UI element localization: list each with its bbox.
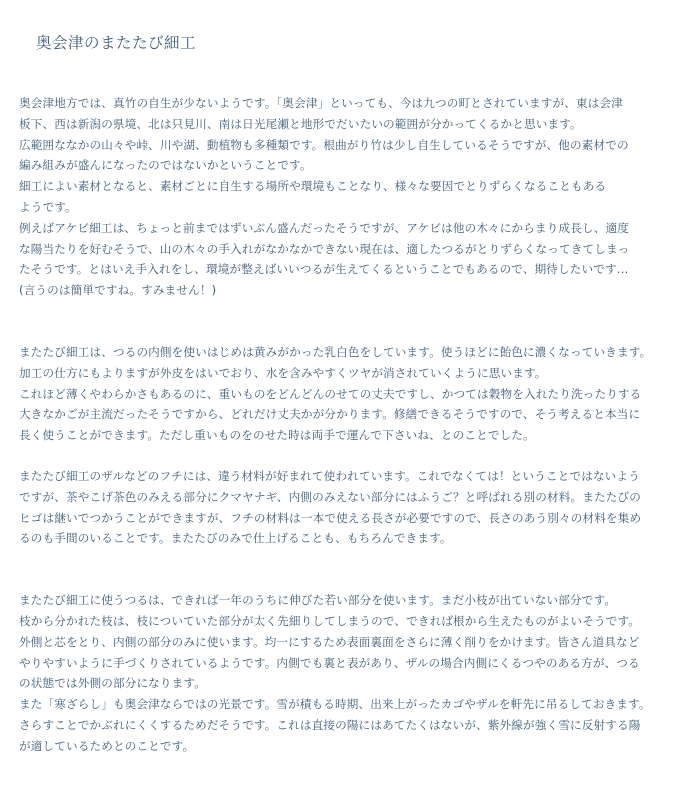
- text-line: るのも手間のいることです。またたびのみで仕上げることも、もちろんできます。: [19, 531, 452, 546]
- text-line: の状態では外側の部分になります。: [19, 676, 206, 691]
- text-line: 例えばアケビ細工は、ちょっと前まではずいぶん盛んだったそうですが、アケビは他の木々にからまり成長し、適度: [19, 220, 629, 235]
- text-line: 板下、西は新潟の県境、北は只見川、南は日光尾瀬と地形でだいたいの範囲が分かってくるかと思います。: [19, 116, 582, 131]
- text-line: ヒゴは継いでつかうことができますが、フチの材料は一本で使える長さが必要ですので、長さのあう別々の材料を集め: [19, 510, 642, 525]
- page-title: 奥会津のまたたび細工: [36, 34, 197, 52]
- text-line: (言うのは簡単ですね。すみません！): [19, 283, 217, 298]
- text-line: ようです。: [19, 199, 77, 214]
- text-line: 外側と芯をとり、内側の部分のみに使います。均一にするため表面裏面をさらに薄く削りをかけます。皆さん道具など: [19, 634, 640, 649]
- text-line: これほど薄くやわらかさもあるのに、重いものをどんどんのせての丈夫ですし、かつては穀物を入れたり洗ったりする: [19, 386, 642, 401]
- text-line: が適しているためとのことです。: [19, 738, 195, 753]
- text-line: 細工によい素材となると、素材ごとに自生する場所や環境もことなり、様々な要因でとりずらくなることもある: [19, 179, 607, 194]
- paragraph-vine-preparation: [19, 590, 695, 756]
- text-line: また「寒ざらし」も奥会津ならではの光景です。雪が積もる時期、出来上がったカゴやザルを軒先に吊るしておきます。: [19, 697, 651, 712]
- text-line: 広範囲ななかの山々や峠、川や湖、動植物も多種類です。根曲がり竹は少し自生しているそうですが、他の素材での: [19, 137, 629, 152]
- paragraph-characteristics: [19, 342, 695, 446]
- text-line: ですが、茶やこげ茶色のみえる部分にクマヤナギ、内側のみえない部分にはふうご？と呼ばれる別の材料。またたびの: [19, 489, 641, 504]
- section-spacer: [19, 549, 695, 590]
- section-spacer: [19, 446, 695, 466]
- text-line: 加工の仕方にもよりますが外皮をはいでおり、水を含みやすくツヤが消されていくように思います。: [19, 365, 547, 380]
- text-line: 長く使うことができます。ただし重いものをのせた時は両手で運んで下さいね、とのことでした。: [19, 428, 535, 443]
- text-line: な陽当たりを好むそうで、山の木々の手入れがなかなかできない現在は、適したつるがとりずらくなってきてしまっ: [19, 241, 630, 256]
- text-line: またたび細工のザルなどのフチには、違う材料が好まれて使われています。これでなくては！ということではないよう: [19, 468, 640, 483]
- text-line: さらすことでかぶれにくくするためだそうです。これは直接の陽にはあてたくはないが、紫外線が強く雪に反射する陽: [19, 717, 641, 732]
- text-line: やりやすいように手づくりされているようです。内側でも裏と表があり、ザルの場合内側にくるつやのある方が、つる: [19, 655, 640, 670]
- article-body: [19, 93, 695, 757]
- text-line: 枝から分かれた枝は、枝についていた部分が太く先細りしてしまうので、できれば根から生えたものがよいそうです。: [19, 613, 641, 628]
- paragraph-rim-materials: [19, 466, 695, 549]
- text-line: またたび細工に使うつるは、できれば一年のうちに伸びた若い部分を使います。まだ小枝が出ていない部分です。: [19, 593, 617, 608]
- text-line: またたび細工は、つるの内側を使いはじめは黄みがかった乳白色をしています。使うほどに飴色に濃くなっていきます。: [19, 344, 652, 359]
- text-line: 編み組みが盛んになったのではないかということです。: [19, 158, 312, 173]
- text-line: 奥会津地方では、真竹の自生が少ないようです。「奥会津」といっても、今は九つの町とされていますが、東は会津: [19, 96, 623, 110]
- text-line: 大きなかごが主流だったそうですから、どれだけ丈夫かが分かります。修繕できるそうですので、そう考えると本当に: [19, 407, 641, 422]
- paragraph-region-overview: [19, 93, 695, 301]
- section-spacer: [19, 301, 695, 342]
- text-line: たそうです。とはいえ手入れをし、環境が整えばいいつるが生えてくるということでもあるので、期待したいです…: [19, 262, 629, 277]
